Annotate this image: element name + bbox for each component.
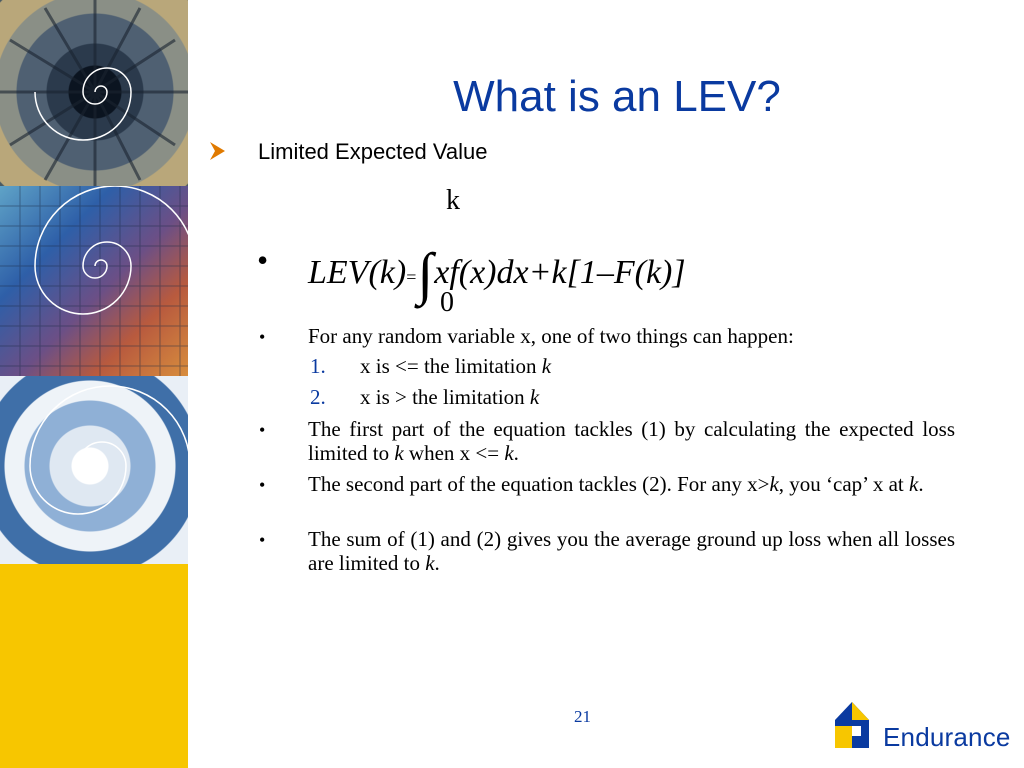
bullet-dot: • — [259, 420, 266, 440]
equation-equals: = — [406, 267, 417, 287]
endurance-logo-icon — [829, 700, 875, 750]
paragraph-var: k — [394, 441, 404, 465]
paragraph-var: k — [504, 441, 514, 465]
list-number: 2. — [310, 385, 326, 409]
paragraph-text — [308, 417, 955, 465]
equation-rhs: xf(x)dx+k[1–F(k)] — [434, 254, 686, 291]
equation-lhs: LEV(k) — [308, 254, 407, 291]
paragraph-part: The sum of (1) and (2) gives you the average ground up loss when all losses are limited to — [308, 527, 955, 575]
logo-text: Endurance — [883, 722, 1011, 752]
integral-lower-limit: 0 — [440, 287, 454, 318]
paragraph-part: , you ‘cap’ x at — [778, 472, 910, 496]
paragraph-part: when x <= — [403, 441, 505, 465]
integral-upper-limit: k — [446, 185, 460, 216]
integral-icon: ∫ — [417, 241, 434, 306]
paragraph-part: . — [918, 472, 924, 496]
slide-title: What is an LEV? — [453, 72, 781, 121]
list-item-var: k — [529, 385, 540, 409]
lev-equation — [308, 240, 686, 307]
paragraph-var: k — [769, 472, 779, 496]
bullet-dot: • — [259, 327, 266, 347]
equation-bullet: • — [257, 242, 269, 278]
bullet-text: For any random variable x, one of two things can happen: — [308, 324, 794, 348]
list-item-var: k — [541, 354, 552, 378]
paragraph-text — [308, 527, 955, 575]
hurricane-image — [0, 376, 188, 564]
paragraph-part: . — [513, 441, 519, 465]
turbine-image — [0, 0, 188, 186]
paragraph-part: The second part of the equation tackles (2). For any x> — [308, 472, 770, 496]
paragraph-part: . — [434, 551, 440, 575]
list-item — [360, 354, 551, 379]
bullet-dot: • — [259, 475, 266, 495]
bullet-dot: • — [259, 530, 266, 550]
paragraph-part: The first part of the equation tackles (1) by calculating the expected loss limited to — [308, 417, 955, 465]
list-item — [360, 385, 539, 410]
list-number: 1. — [310, 354, 326, 378]
chevron-right-icon — [207, 140, 227, 162]
yellow-panel — [0, 564, 188, 768]
wafer-image — [0, 186, 188, 376]
page-number: 21 — [574, 707, 591, 726]
subheading: Limited Expected Value — [258, 139, 488, 164]
list-item-text: x is <= the limitation — [360, 354, 542, 378]
paragraph-var: k — [909, 472, 919, 496]
paragraph-text — [308, 472, 955, 496]
list-item-text: x is > the limitation — [360, 385, 530, 409]
paragraph-var: k — [425, 551, 435, 575]
